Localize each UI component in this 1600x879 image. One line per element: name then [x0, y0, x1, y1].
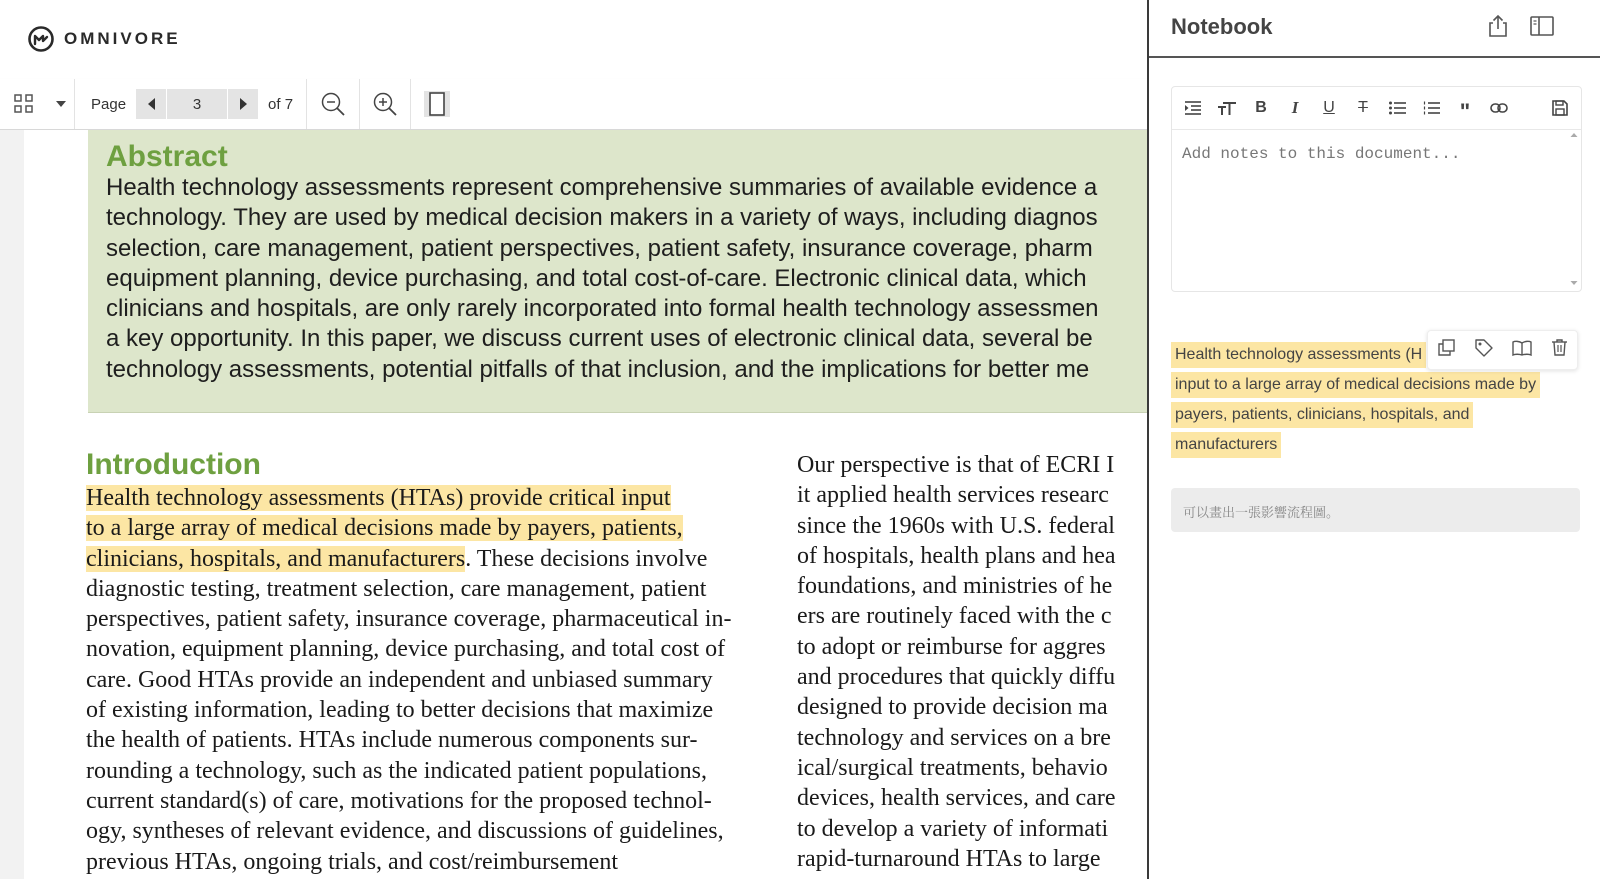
- strikethrough-icon: T: [1358, 99, 1368, 116]
- text-line: [86, 483, 766, 513]
- omnivore-logo[interactable]: [28, 26, 181, 52]
- text-line: technology and services on a bre: [797, 724, 1111, 751]
- brand-name: OMNIVORE: [64, 29, 181, 48]
- italic-icon: I: [1291, 98, 1299, 117]
- save-note-button[interactable]: [1543, 93, 1577, 123]
- indent-button[interactable]: [1176, 93, 1210, 123]
- indent-icon: [1185, 101, 1201, 115]
- copy-icon: [1438, 339, 1455, 356]
- page-fit-button[interactable]: [411, 79, 463, 129]
- text-line: ogy, syntheses of relevant evidence, and discussions of guidelines,: [86, 818, 724, 845]
- text-line: to develop a variety of informati: [797, 815, 1109, 842]
- notebook-header: [1149, 0, 1600, 58]
- italic-button[interactable]: [1278, 93, 1312, 123]
- scroll-down-icon: [1569, 279, 1579, 287]
- highlight-card[interactable]: [1171, 340, 1580, 460]
- text-column-left: [86, 483, 766, 877]
- pdf-page: [24, 130, 1147, 879]
- export-button[interactable]: [1485, 13, 1511, 39]
- highlight-note[interactable]: [1171, 488, 1580, 532]
- omnivore-logo-icon: [28, 26, 54, 52]
- label-button[interactable]: [1475, 339, 1493, 362]
- previous-page-button[interactable]: [136, 89, 166, 119]
- abstract-line: clinicians and hospitals, are only rarely incorporated into formal health technology assessmen: [106, 295, 1099, 323]
- sidebar-dropdown-button[interactable]: [48, 79, 74, 129]
- delete-highlight-button[interactable]: [1552, 339, 1567, 361]
- text-line: ers are routinely faced with the c: [797, 603, 1112, 630]
- text-fragment: . These decisions involve: [465, 545, 708, 572]
- highlighted-text[interactable]: Health technology assessments (HTAs) provide critical input: [86, 485, 671, 511]
- tag-icon: [1475, 339, 1493, 357]
- text-line: perspectives, patient safety, insurance coverage, pharmaceutical in-: [86, 606, 732, 633]
- sidebar-icon: [1530, 16, 1554, 36]
- zoom-out-button[interactable]: [307, 79, 359, 129]
- notebook-panel: [1147, 0, 1600, 879]
- abstract-text: [106, 173, 1147, 385]
- book-open-icon: [1512, 340, 1532, 356]
- app-header: [0, 0, 1147, 79]
- text-line: and procedures that quickly diffu: [797, 664, 1116, 691]
- quote-button[interactable]: [1448, 93, 1482, 123]
- text-line: of existing information, leading to better decisions that maximize: [86, 697, 714, 724]
- text-line: ical/surgical treatments, behavio: [797, 754, 1108, 781]
- grid-icon: [14, 94, 34, 114]
- page-count: of 7: [268, 95, 294, 113]
- numbered-list-button[interactable]: [1414, 93, 1448, 123]
- text-line: Our perspective is that of ECRI I: [797, 452, 1115, 478]
- strikethrough-button[interactable]: [1346, 93, 1380, 123]
- editor-scrollbar[interactable]: [1569, 131, 1579, 287]
- bullet-list-button[interactable]: [1380, 93, 1414, 123]
- zoom-in-button[interactable]: [360, 79, 410, 129]
- toggle-sidebar-button[interactable]: [1529, 13, 1555, 39]
- next-page-button[interactable]: [228, 89, 258, 119]
- text-line: current standard(s) of care, motivations for the proposed technol-: [86, 787, 712, 814]
- underline-button[interactable]: [1312, 93, 1346, 123]
- highlight-note-text: 可以畫出一張影響流程圖。: [1183, 505, 1340, 520]
- text-line: designed to provide decision ma: [797, 694, 1108, 721]
- caret-left-icon: [148, 98, 155, 110]
- abstract-line: equipment planning, device purchasing, and total cost-of-care. Electronic clinical data, which: [106, 264, 1087, 292]
- pdf-toolbar: [0, 79, 1147, 130]
- bold-icon: B: [1255, 99, 1267, 116]
- page-number-input[interactable]: [167, 89, 227, 119]
- text-line: rounding a technology, such as the indicated patient populations,: [86, 757, 707, 784]
- document-viewer[interactable]: [0, 130, 1147, 879]
- highlight-line: payers, patients, clinicians, hospitals, and: [1171, 400, 1580, 430]
- editor-toolbar: [1172, 87, 1581, 130]
- link-icon: [1490, 103, 1508, 113]
- quote-icon: ": [1459, 99, 1471, 124]
- notes-editor: [1171, 86, 1582, 292]
- highlighted-text[interactable]: clinicians, hospitals, and manufacturers: [86, 545, 466, 572]
- abstract-section: [88, 130, 1147, 413]
- text-line: of hospitals, health plans and hea: [797, 542, 1116, 569]
- text-line: devices, health services, and care: [797, 785, 1116, 812]
- introduction-heading: Introduction: [86, 448, 261, 481]
- abstract-line: Health technology assessments represent comprehensive summaries of available evidence a: [106, 174, 1098, 201]
- open-in-reader-button[interactable]: [1512, 340, 1532, 361]
- scroll-up-icon: [1569, 131, 1579, 139]
- text-line: care. Good HTAs provide an independent and unbiased summary: [86, 666, 713, 693]
- text-size-icon: [1218, 101, 1236, 115]
- abstract-line: selection, care management, patient perspectives, patient safety, insurance coverage, pharm: [106, 234, 1093, 262]
- caret-down-icon: [56, 101, 66, 107]
- text-line: rapid-turnaround HTAs to large: [797, 845, 1101, 872]
- bullet-list-icon: [1389, 101, 1406, 115]
- text-line: diagnostic testing, treatment selection, care management, patient: [86, 575, 707, 602]
- numbered-list-icon: [1423, 101, 1440, 115]
- text-column-right: [797, 450, 1147, 874]
- notebook-title: Notebook: [1171, 14, 1273, 39]
- highlight-line: manufacturers: [1171, 430, 1580, 460]
- text-line: since the 1960s with U.S. federal: [797, 512, 1115, 539]
- text-line: [86, 513, 766, 543]
- toolbar-divider: [74, 79, 75, 129]
- abstract-line: technology assessments, potential pitfalls of that inclusion, and the implications for better me: [106, 355, 1090, 383]
- trash-icon: [1552, 339, 1567, 356]
- text-line: to adopt or reimburse for aggres: [797, 633, 1106, 660]
- caret-right-icon: [240, 98, 247, 110]
- thumbnails-button[interactable]: [0, 79, 48, 129]
- highlight-line: input to a large array of medical decisions made by: [1171, 370, 1580, 400]
- highlight-actions: [1427, 330, 1578, 370]
- page-label: Page: [91, 95, 127, 113]
- highlight-line: Health technology assessments (H: [1171, 340, 1580, 370]
- text-line: it applied health services researc: [797, 482, 1109, 509]
- highlighted-text[interactable]: to a large array of medical decisions made by payers, patients,: [86, 515, 683, 542]
- share-icon: [1487, 14, 1509, 38]
- heading-button[interactable]: [1210, 93, 1244, 123]
- abstract-line: technology. They are used by medical decision makers in a variety of ways, including diagnos: [106, 204, 1098, 232]
- copy-button[interactable]: [1438, 339, 1455, 361]
- text-line: previous HTAs, ongoing trials, and cost/reimbursement: [86, 848, 618, 875]
- single-page-icon: [423, 90, 451, 118]
- bold-button[interactable]: [1244, 93, 1278, 123]
- text-line: the health of patients. HTAs include numerous components sur-: [86, 727, 698, 754]
- notes-textarea[interactable]: Add notes to this document...: [1182, 145, 1461, 163]
- save-icon: [1552, 100, 1568, 116]
- zoom-in-icon: [372, 91, 398, 117]
- text-line: novation, equipment planning, device purchasing, and total cost of: [86, 636, 726, 663]
- link-button[interactable]: [1482, 93, 1516, 123]
- zoom-out-icon: [320, 91, 346, 117]
- text-line: [86, 544, 766, 574]
- abstract-line: a key opportunity. In this paper, we discuss current uses of electronic clinical data, several be: [106, 325, 1093, 353]
- text-line: foundations, and ministries of he: [797, 573, 1113, 600]
- abstract-heading: Abstract: [106, 140, 228, 173]
- underline-icon: U: [1323, 99, 1335, 116]
